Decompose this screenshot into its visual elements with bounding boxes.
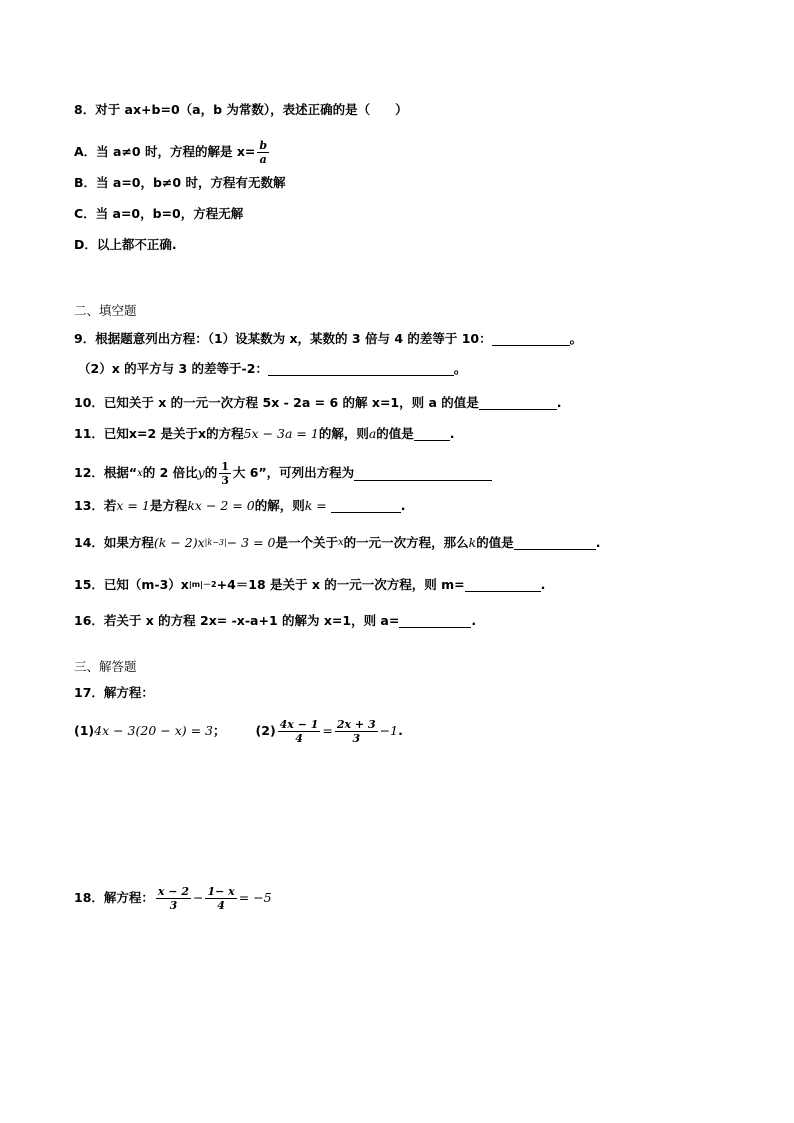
q8-option-c xyxy=(74,208,243,221)
q15-blank[interactable] xyxy=(465,578,541,592)
q10-end: . xyxy=(556,394,562,410)
q11-text-b: =2 是关于 xyxy=(136,425,199,441)
q12 xyxy=(74,460,492,487)
q17-p2-label: (2) xyxy=(255,723,276,739)
q17-tail: −1 xyxy=(379,723,399,739)
q15-text-b: +4＝18 是关于 x 的一元一次方程，则 m= xyxy=(216,576,465,592)
q8-c-text: C．当 a=0，b=0，方程无解 xyxy=(74,206,244,221)
q8-a-den: a xyxy=(259,153,267,166)
q18 xyxy=(74,885,272,912)
q13-blank[interactable] xyxy=(331,499,401,513)
q12-text-c: 的 xyxy=(204,465,218,481)
q12-fraction xyxy=(219,460,231,487)
q17-p1-label: (1) xyxy=(74,723,95,739)
q11-blank[interactable] xyxy=(414,427,450,441)
q8-option-b xyxy=(74,177,285,190)
q18-minus: − xyxy=(193,890,204,906)
q18-title: 18．解方程： xyxy=(74,890,154,906)
q9-p1-blank[interactable] xyxy=(492,332,570,346)
q14-end: . xyxy=(595,534,601,550)
q9-p2-text: （2）x 的平方与 3 的差等于-2： xyxy=(78,360,268,376)
q17-problems xyxy=(74,718,403,745)
q8-option-d xyxy=(74,239,177,252)
q16-blank[interactable] xyxy=(399,614,471,628)
q14-eq-base: (k − 2)x xyxy=(153,534,205,550)
q12-var-y: y xyxy=(197,465,205,481)
q8-d-text: D．以上都不正确. xyxy=(74,237,177,252)
q12-var-x: x xyxy=(137,467,143,479)
q9-p2-blank[interactable] xyxy=(268,362,454,376)
q9-p1-text: 9．根据题意列出方程：（1）设某数为 x，某数的 3 倍与 4 的差等于 10： xyxy=(74,330,492,346)
q11-text-a: 11．已知 xyxy=(74,425,129,441)
q14-text-d: 的值是 xyxy=(476,534,514,550)
q8-a-num: b xyxy=(259,139,268,152)
q13-text-b: 是方程 xyxy=(149,497,188,513)
q11-text-d: 的解，则 xyxy=(318,425,369,441)
q11-var-a: a xyxy=(368,425,377,441)
q11-end: . xyxy=(449,425,455,441)
section-2-title: 二、填空题 xyxy=(74,303,137,318)
q14-eq-exponent: |k−3| xyxy=(204,538,227,547)
q17-p2-fraction-right xyxy=(335,718,378,745)
q15 xyxy=(74,578,545,592)
q17-f1-den: 4 xyxy=(295,732,303,745)
q17-f1-num: 4x − 1 xyxy=(279,718,319,731)
q13-eq1: x = 1 xyxy=(116,497,150,513)
q18-fraction-right xyxy=(205,885,236,912)
q8-option-a xyxy=(74,139,271,166)
q11 xyxy=(74,427,455,441)
q14-text-c: 的一元一次方程，那么 xyxy=(343,534,469,550)
q13 xyxy=(74,499,406,513)
q17-f2-num: 2x + 3 xyxy=(336,718,376,731)
section-2-heading xyxy=(74,305,137,318)
q17-f2-den: 3 xyxy=(352,732,361,745)
q18-f1-num: x − 2 xyxy=(157,885,189,898)
q18-f2-num: 1− x xyxy=(207,885,235,898)
q14-var-k: k xyxy=(468,534,477,550)
q14-blank[interactable] xyxy=(514,536,596,550)
q12-frac-num: 1 xyxy=(221,460,229,473)
q14-var-x: x xyxy=(338,537,344,548)
q16-text: 16．若关于 x 的方程 2x= -x-a+1 的解为 x=1，则 a= xyxy=(74,612,400,628)
section-3-heading xyxy=(74,661,137,674)
q12-blank[interactable] xyxy=(354,467,492,481)
q11-equation: 5x − 3a = 1 xyxy=(243,425,319,441)
q8-stem-text: 8．对于 ax+b=0（a，b 为常数），表述正确的是（ ） xyxy=(74,102,408,117)
q8-a-text: A．当 a≠0 时，方程的解是 x= xyxy=(74,144,256,160)
q16-end: . xyxy=(471,612,477,628)
q18-f2-den: 4 xyxy=(217,899,225,912)
q17-title xyxy=(74,687,154,700)
q9-part2 xyxy=(78,362,466,376)
q17-title-text: 17．解方程： xyxy=(74,685,154,700)
q15-end: . xyxy=(540,576,546,592)
q9-p1-end: 。 xyxy=(569,330,583,346)
q17-p2-fraction-left xyxy=(278,718,321,745)
q17-equals: = xyxy=(322,723,333,739)
q17-p1-equation: 4x − 3(20 − x) = 3 xyxy=(94,723,214,739)
q12-text-d: 大 6”，可列出方程为 xyxy=(232,465,355,481)
q13-eq3: k = xyxy=(304,497,327,513)
q12-frac-den: 3 xyxy=(221,474,229,487)
q12-text-a: 12．根据“ xyxy=(74,465,138,481)
q9-part1 xyxy=(74,332,582,346)
q14-eq-rest: − 3 = 0 xyxy=(226,534,276,550)
q10-text: 10．已知关于 x 的一元一次方程 5x - 2a = 6 的解 x=1，则 a 的值是 xyxy=(74,394,479,410)
q9-p2-end: 。 xyxy=(453,360,467,376)
q13-end: . xyxy=(400,497,406,513)
q13-text-c: 的解，则 xyxy=(254,497,305,513)
q15-exponent: |m|－2 xyxy=(188,580,217,589)
q8-b-text: B．当 a=0，b≠0 时，方程有无数解 xyxy=(74,175,286,190)
q8-a-fraction xyxy=(257,139,269,166)
q12-text-b: 的 2 倍比 xyxy=(142,465,198,481)
q14 xyxy=(74,536,601,550)
q13-eq2: kx − 2 = 0 xyxy=(187,497,255,513)
q18-fraction-left xyxy=(156,885,191,912)
q10-blank[interactable] xyxy=(479,396,557,410)
q11-var-x1: x xyxy=(128,425,137,441)
q18-f1-den: 3 xyxy=(169,899,178,912)
q8-stem xyxy=(74,104,408,117)
q11-var-x2: x xyxy=(198,425,207,441)
q11-text-c: 的方程 xyxy=(206,425,244,441)
q17-p1-end: ； xyxy=(213,723,226,739)
q14-text-b: 是一个关于 xyxy=(275,534,338,550)
q11-text-e: 的值是 xyxy=(376,425,414,441)
q17-end: . xyxy=(398,723,403,739)
q18-rhs: = −5 xyxy=(238,890,272,906)
q15-text-a: 15．已知（m-3）x xyxy=(74,576,189,592)
q13-text-a: 13．若 xyxy=(74,497,117,513)
q10 xyxy=(74,396,562,410)
section-3-title: 三、解答题 xyxy=(74,659,137,674)
q14-text-a: 14．如果方程 xyxy=(74,534,154,550)
q16 xyxy=(74,614,476,628)
